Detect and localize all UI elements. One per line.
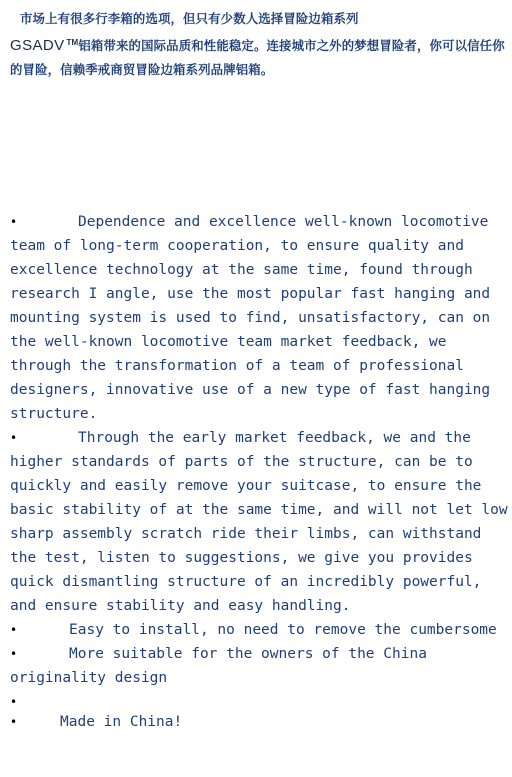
bullet-text: More suitable for the owners of the China originality design (10, 646, 427, 686)
list-item (10, 642, 510, 690)
bullet-icon: • (10, 623, 18, 637)
bullet-text: Through the early market feedback, we and the higher standards of parts of the structure, can be to quickly and easily remove your suitcase, to ensure the basic stability of at the same time, and will not let low sharp assembly scratch ride their limbs, can withstand the test, listen to suggestions, we give you provides quick dismantling structure of an incredibly powerful, and ensure stability and easy handling. (10, 430, 508, 614)
bullet-icon: • (10, 215, 18, 229)
bullet-text: Dependence and excellence well-known locomotive team of long-term cooperation, to ensure quality and excellence technology at the same time, found through research I angle, use the most popular fast hanging and mounting system is used to find, unsatisfactory, can on the well-known locomotive team market feedback, we through the transformation of a team of professional designers, innovative use of a new type of fast hanging structure. (10, 214, 491, 422)
bullet-icon: • (10, 431, 18, 445)
bullet-text: Easy to install, no need to remove the cumbersome (69, 622, 497, 638)
intro-text-line1: 市场上有很多行李箱的选项，但只有少数人选择冒险边箱系列 (20, 11, 359, 26)
bullet-text: Made in China! (60, 714, 183, 730)
intro-text-line2: 铝箱带来的国际品质和性能稳定。连接城市之外的梦想冒险者，你可以信任你的冒险，信赖季戒商贸冒险边箱系列品牌铝箱。 (10, 38, 505, 78)
list-item (10, 210, 510, 426)
chinese-intro-paragraph (10, 7, 506, 82)
bullet-icon: • (10, 715, 18, 729)
list-item (10, 710, 510, 734)
feature-bullet-list (10, 210, 510, 734)
brand-name: GSADV (10, 37, 65, 55)
list-item (10, 690, 510, 710)
list-item (10, 618, 510, 642)
bullet-icon: • (10, 647, 18, 661)
list-item (10, 426, 510, 618)
bullet-icon: • (10, 695, 18, 709)
trademark-mark: TM (66, 38, 79, 47)
